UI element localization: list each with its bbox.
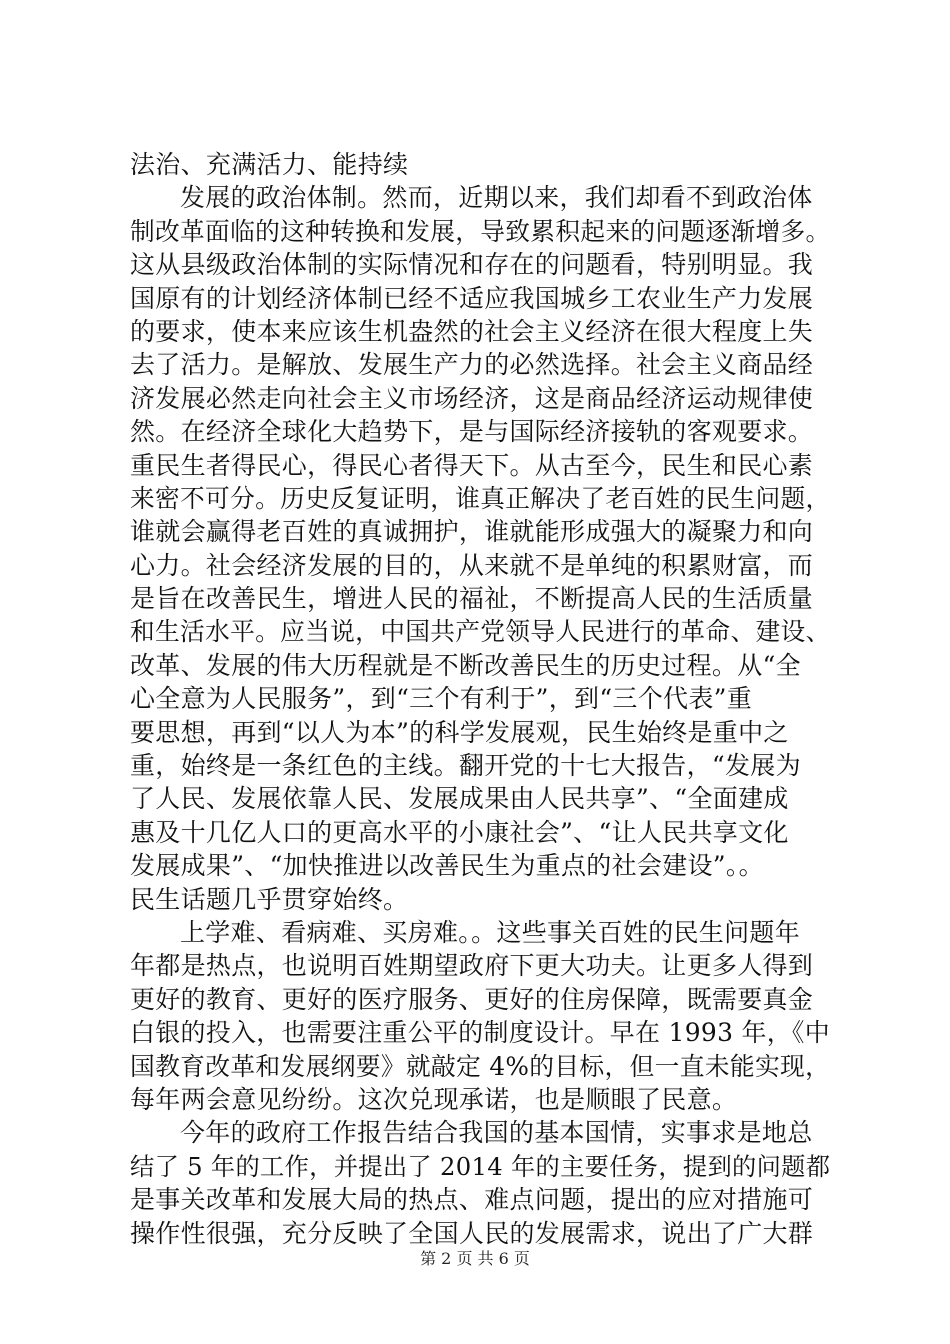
text-line: 发展成果”、“加快推进以改善民生为重点的社会建设”。。 xyxy=(130,851,764,881)
text-line: 国原有的计划经济体制已经不适应我国城乡工农业生产力发展 xyxy=(130,283,814,313)
text-line: 每年两会意见纷纷。这次兑现承诺，也是顺眼了民意。 xyxy=(130,1084,738,1114)
text-line: 惠及十几亿人口的更高水平的小康社会”、“让人民共享文化 xyxy=(130,817,789,847)
text-line: 国教育改革和发展纲要》就敲定 4%的目标，但一直未能实现， xyxy=(130,1051,831,1081)
text-line: 操作性很强，充分反映了全国人民的发展需求，说出了广大群 xyxy=(130,1218,814,1248)
text-line: 是旨在改善民生，增进人民的福祉，不断提高人民的生活质量 xyxy=(130,584,814,614)
text-line: 改革、发展的伟大历程就是不断改善民生的历史过程。从“全 xyxy=(130,650,801,680)
text-line: 了人民、发展依靠人民、发展成果由人民共享”、“全面建成 xyxy=(130,784,789,814)
text-line: 重，始终是一条红色的主线。翻开党的十七大报告，“发展为 xyxy=(130,751,801,781)
text-line: 心全意为人民服务”，到“三个有利于”，到“三个代表”重 xyxy=(130,684,753,714)
text-line: 结了 5 年的工作，并提出了 2014 年的主要任务，提到的问题都 xyxy=(130,1151,831,1181)
text-line: 心力。社会经济发展的目的，从来就不是单纯的积累财富，而 xyxy=(130,550,814,580)
text-line: 这从县级政治体制的实际情况和存在的问题看，特别明显。我 xyxy=(130,250,814,280)
text-line: 济发展必然走向社会主义市场经济，这是商品经济运动规律使 xyxy=(130,383,814,413)
text-line: 谁就会赢得老百姓的真诚拥护，谁就能形成强大的凝聚力和向 xyxy=(130,517,814,547)
text-line: 民生话题几乎贯穿始终。 xyxy=(130,884,409,914)
text-line: 白银的投入，也需要注重公平的制度设计。早在 1993 年，《中 xyxy=(130,1018,831,1048)
text-line: 重民生者得民心，得民心者得天下。从古至今，民生和民心素 xyxy=(130,450,814,480)
text-line: 要思想，再到“以人为本”的科学发展观，民生始终是重中之 xyxy=(130,717,789,747)
document-body xyxy=(130,148,830,1250)
text-line: 上学难、看病难、买房难。。这些事关百姓的民生问题年 xyxy=(180,917,801,947)
text-line: 去了活力。是解放、发展生产力的必然选择。社会主义商品经 xyxy=(130,350,814,380)
text-line: 年都是热点，也说明百姓期望政府下更大功夫。让更多人得到 xyxy=(130,951,814,981)
text-line: 发展的政治体制。然而，近期以来，我们却看不到政治体 xyxy=(180,183,813,213)
text-line: 和生活水平。应当说，中国共产党领导人民进行的革命、建设、 xyxy=(130,617,831,647)
text-line: 今年的政府工作报告结合我国的基本国情，实事求是地总 xyxy=(180,1118,813,1148)
text-line: 的要求，使本来应该生机盎然的社会主义经济在很大程度上失 xyxy=(130,316,814,346)
text-line: 更好的教育、更好的医疗服务、更好的住房保障，既需要真金 xyxy=(130,984,814,1014)
text-line: 法治、充满活力、能持续 xyxy=(130,150,409,179)
text-line: 是事关改革和发展大局的热点、难点问题，提出的应对措施可 xyxy=(130,1185,814,1215)
page-footer: 第 2 页 共 6 页 xyxy=(420,1249,530,1268)
text-line: 制改革面临的这种转换和发展，导致累积起来的问题逐渐增多。 xyxy=(130,216,831,246)
text-line: 然。在经济全球化大趋势下，是与国际经济接轨的客观要求。 xyxy=(130,417,814,447)
text-line: 来密不可分。历史反复证明，谁真正解决了老百姓的民生问题， xyxy=(130,483,831,513)
